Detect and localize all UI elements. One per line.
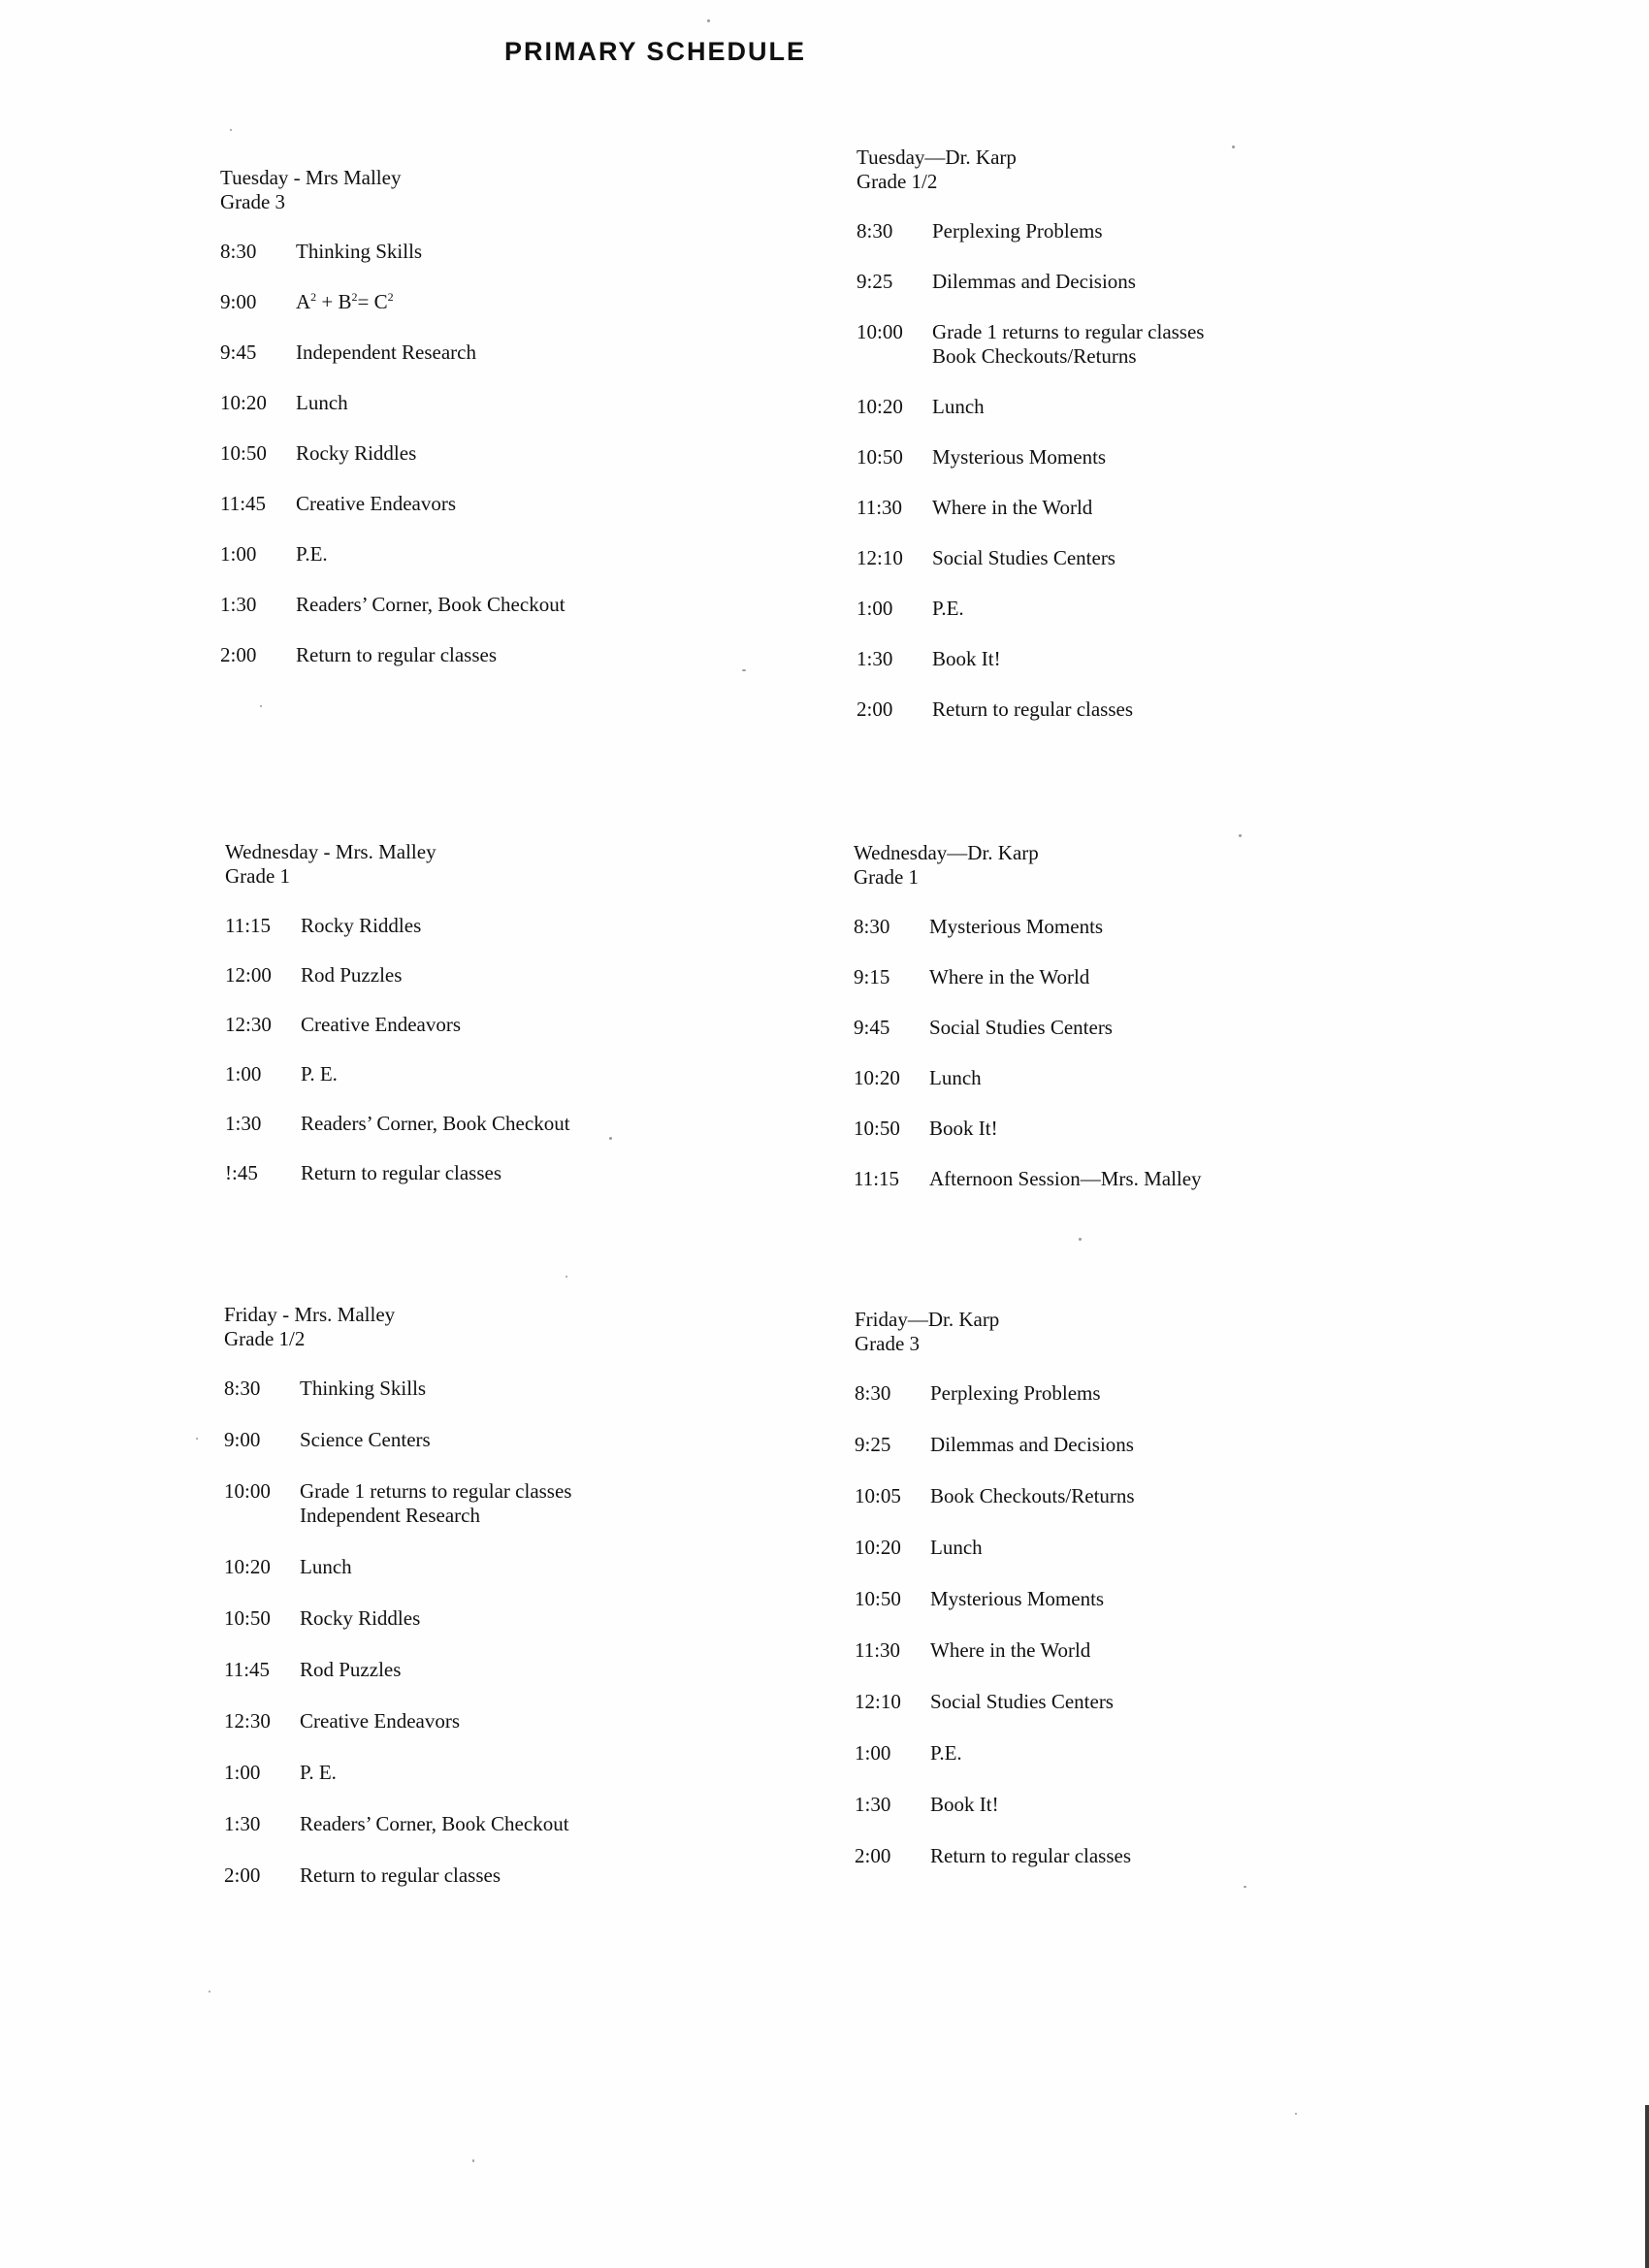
schedule-block-wednesday-malley (225, 840, 570, 1211)
activity-label: Dilemmas and Decisions (932, 270, 1136, 293)
schedule-row (857, 219, 1204, 243)
activity-label: Readers’ Corner, Book Checkout (300, 1812, 569, 1835)
activity-label: Creative Endeavors (300, 1709, 461, 1733)
grade-label: Grade 1/2 (857, 170, 938, 193)
schedule-row (225, 914, 570, 938)
schedule-row (225, 1112, 570, 1136)
schedule-row (224, 1658, 571, 1682)
activity-label: Where in the World (930, 1638, 1091, 1662)
activity-label: Book It! (929, 1117, 998, 1140)
time-label: 11:30 (857, 496, 903, 519)
activity-label: Rocky Riddles (301, 914, 422, 937)
activity (296, 542, 328, 567)
block-header (857, 146, 1204, 194)
schedule-row (855, 1741, 1135, 1766)
activity (930, 1844, 1131, 1868)
time-label: 10:20 (220, 391, 267, 414)
activity (930, 1638, 1090, 1663)
activity-label: Rod Puzzles (300, 1658, 402, 1681)
time-label: 12:00 (225, 963, 272, 987)
activity-label: Thinking Skills (300, 1377, 427, 1400)
schedule-row (855, 1381, 1135, 1406)
activity-label: Mysterious Moments (930, 1587, 1105, 1610)
activity-label: Science Centers (300, 1428, 431, 1451)
schedule-row (220, 593, 566, 617)
activity-label: Lunch (930, 1536, 983, 1559)
activity-label: Rod Puzzles (301, 963, 403, 987)
activity (301, 963, 402, 988)
time-label: 2:00 (857, 697, 893, 721)
schedule-row (220, 492, 566, 516)
block-header (220, 166, 566, 214)
schedule-block-tuesday-malley (220, 166, 566, 694)
schedule-row (220, 340, 566, 365)
activity-label: Return to regular classes (300, 1863, 501, 1887)
time-label: 10:50 (854, 1117, 900, 1140)
block-header (225, 840, 570, 889)
schedule-row (220, 643, 566, 667)
activity (296, 240, 422, 264)
activity-label: Readers’ Corner, Book Checkout (296, 593, 566, 616)
schedule-row (225, 963, 570, 988)
activity (932, 395, 985, 419)
time-label: 1:30 (225, 1112, 262, 1135)
grade-label: Grade 1 (854, 865, 920, 889)
schedule-block-wednesday-karp (854, 841, 1202, 1217)
activity (932, 647, 1001, 671)
activity (932, 546, 1116, 570)
time-label: 9:15 (854, 965, 890, 988)
day-teacher-label: Friday - Mrs. Malley (224, 1303, 396, 1326)
activity-label: P. E. (300, 1761, 337, 1784)
schedule-row (857, 697, 1204, 722)
activity-label: Readers’ Corner, Book Checkout (301, 1112, 570, 1135)
activity (296, 391, 348, 415)
activity (300, 1658, 401, 1682)
schedule-row (855, 1844, 1135, 1868)
activity (300, 1709, 460, 1733)
time-label: 11:45 (224, 1658, 271, 1681)
activity-label: Mysterious Moments (929, 915, 1104, 938)
day-teacher-label: Friday—Dr. Karp (855, 1308, 1000, 1331)
schedule-row (854, 965, 1202, 989)
schedule-row (225, 1062, 570, 1086)
activity-label: Return to regular classes (932, 697, 1134, 721)
activity-label: Independent Research (300, 1504, 480, 1527)
activity-label: Independent Research (296, 340, 476, 364)
time-label: 2:00 (224, 1863, 261, 1887)
page-title: PRIMARY SCHEDULE (504, 37, 807, 66)
grade-label: Grade 1/2 (224, 1327, 306, 1350)
schedule-row (220, 542, 566, 567)
activity (930, 1741, 962, 1766)
formula-variable: A (296, 290, 311, 313)
activity-label: Return to regular classes (301, 1161, 502, 1184)
schedule-row (224, 1428, 571, 1452)
activity-label: P. E. (301, 1062, 338, 1085)
time-label: 10:05 (855, 1484, 901, 1507)
scan-speck (609, 1137, 612, 1140)
activity (301, 1013, 461, 1037)
schedule-block-tuesday-karp (857, 146, 1204, 748)
activity (930, 1433, 1134, 1457)
time-label: 1:30 (224, 1812, 261, 1835)
time-label: 10:20 (857, 395, 903, 418)
activity-label: Social Studies Centers (930, 1690, 1114, 1713)
time-label: 11:15 (854, 1167, 900, 1190)
schedule-row (854, 1016, 1202, 1040)
activity-label: Book It! (932, 647, 1001, 670)
formula-exponent: 2 (387, 290, 394, 304)
block-header (854, 841, 1202, 890)
time-label: 11:15 (225, 914, 272, 937)
time-label: 8:30 (854, 915, 890, 938)
formula-exponent: 2 (310, 290, 317, 304)
scan-speck (260, 705, 262, 707)
time-label: 1:30 (220, 593, 257, 616)
activity (296, 441, 416, 466)
activity (929, 1016, 1113, 1040)
scan-speck (196, 1438, 198, 1440)
time-label: 1:00 (220, 542, 257, 566)
schedule-row (855, 1793, 1135, 1817)
time-label: 2:00 (220, 643, 257, 666)
activity-label: Social Studies Centers (932, 546, 1116, 569)
time-label: 11:30 (855, 1638, 901, 1662)
formula-variable: B (338, 290, 352, 313)
schedule-row (220, 240, 566, 264)
activity-label: Where in the World (932, 496, 1093, 519)
time-label: 12:10 (857, 546, 903, 569)
activity (932, 270, 1136, 294)
activity-label: Perplexing Problems (932, 219, 1103, 243)
activity (300, 1428, 431, 1452)
activity (932, 496, 1092, 520)
activity-label: P.E. (296, 542, 328, 566)
time-label: 1:30 (855, 1793, 891, 1816)
activity-label: Dilemmas and Decisions (930, 1433, 1134, 1456)
scan-speck (472, 2159, 474, 2162)
time-label: 10:50 (220, 441, 267, 465)
schedule-row (857, 546, 1204, 570)
formula-variable: C (373, 290, 388, 313)
time-label: 9:45 (220, 340, 257, 364)
activity (929, 1117, 998, 1141)
schedule-row (224, 1555, 571, 1579)
activity (300, 1555, 352, 1579)
schedule-row (857, 445, 1204, 470)
schedule-row (224, 1606, 571, 1631)
grade-label: Grade 3 (855, 1332, 921, 1355)
activity (301, 914, 421, 938)
schedule-row (854, 1167, 1202, 1191)
activity (296, 593, 566, 617)
activity (296, 643, 497, 667)
time-label: 9:00 (220, 290, 257, 313)
activity (930, 1690, 1114, 1714)
activity (929, 1066, 982, 1090)
time-label: 1:00 (224, 1761, 261, 1784)
formula-exponent: 2 (351, 290, 358, 304)
scan-speck (1244, 1886, 1246, 1888)
activity (296, 340, 476, 365)
schedule-row (857, 496, 1204, 520)
time-label: 10:00 (224, 1479, 271, 1503)
time-label: 1:30 (857, 647, 893, 670)
activity (301, 1112, 570, 1136)
time-label: 10:20 (224, 1555, 271, 1578)
activity-label: Where in the World (929, 965, 1090, 988)
schedule-row (224, 1377, 571, 1401)
activity (929, 1167, 1202, 1191)
time-label: 8:30 (224, 1377, 261, 1400)
activity (929, 965, 1089, 989)
time-label: 1:00 (855, 1741, 891, 1765)
scan-speck (566, 1276, 567, 1278)
schedule-row (855, 1690, 1135, 1714)
activity-label: Return to regular classes (296, 643, 498, 666)
time-label: 9:25 (855, 1433, 891, 1456)
time-label: 8:30 (855, 1381, 891, 1405)
time-label: 8:30 (857, 219, 893, 243)
time-label: 2:00 (855, 1844, 891, 1867)
time-label: 10:20 (855, 1536, 901, 1559)
activity-label: Book Checkouts/Returns (930, 1484, 1135, 1507)
scan-speck (742, 669, 746, 671)
day-teacher-label: Tuesday—Dr. Karp (857, 146, 1017, 169)
schedule-row (855, 1484, 1135, 1508)
activity (296, 290, 394, 314)
activity-label: Rocky Riddles (300, 1606, 421, 1630)
activity (300, 1479, 571, 1528)
activity-label: Lunch (932, 395, 985, 418)
activity-label: P.E. (932, 597, 964, 620)
activity (930, 1536, 983, 1560)
schedule-row (220, 391, 566, 415)
activity-label: P.E. (930, 1741, 962, 1765)
activity (932, 320, 1204, 369)
schedule-row (224, 1863, 571, 1888)
schedule-row (854, 1066, 1202, 1090)
activity-label: Thinking Skills (296, 240, 423, 263)
activity (301, 1161, 501, 1185)
time-label: 12:10 (855, 1690, 901, 1713)
scan-speck (1239, 834, 1242, 837)
schedule-row (224, 1761, 571, 1785)
time-label: !:45 (225, 1161, 258, 1184)
schedule-row (224, 1479, 571, 1528)
schedule-row (225, 1161, 570, 1185)
schedule-row (855, 1638, 1135, 1663)
time-label: 12:30 (224, 1709, 271, 1733)
schedule-row (857, 597, 1204, 621)
time-label: 11:45 (220, 492, 267, 515)
activity-label: Mysterious Moments (932, 445, 1107, 469)
scan-speck (1079, 1238, 1082, 1241)
activity-label: Grade 1 returns to regular classes (932, 320, 1205, 343)
grade-label: Grade 3 (220, 190, 286, 213)
block-header (855, 1308, 1135, 1356)
schedule-row (225, 1013, 570, 1037)
schedule-row (857, 320, 1204, 369)
schedule-row (855, 1433, 1135, 1457)
time-label: 10:20 (854, 1066, 900, 1089)
scan-speck (1232, 146, 1235, 148)
time-label: 10:00 (857, 320, 903, 343)
grade-label: Grade 1 (225, 864, 291, 888)
schedule-row (854, 915, 1202, 939)
activity (930, 1484, 1135, 1508)
activity (930, 1793, 999, 1817)
day-teacher-label: Tuesday - Mrs Malley (220, 166, 402, 189)
time-label: 1:00 (225, 1062, 262, 1085)
activity-label: Book It! (930, 1793, 999, 1816)
schedule-row (855, 1536, 1135, 1560)
activity-label: Rocky Riddles (296, 441, 417, 465)
activity-label: Creative Endeavors (301, 1013, 462, 1036)
activity (932, 445, 1106, 470)
scan-speck (209, 1991, 210, 1993)
activity-label: Book Checkouts/Returns (932, 344, 1137, 368)
time-label: 8:30 (220, 240, 257, 263)
schedule-row (857, 647, 1204, 671)
time-label: 12:30 (225, 1013, 272, 1036)
activity-label: Afternoon Session—Mrs. Malley (929, 1167, 1202, 1190)
activity (930, 1587, 1104, 1611)
time-label: 10:50 (224, 1606, 271, 1630)
schedule-row (854, 1117, 1202, 1141)
activity-label: Perplexing Problems (930, 1381, 1101, 1405)
activity (300, 1377, 426, 1401)
time-label: 9:00 (224, 1428, 261, 1451)
day-teacher-label: Wednesday - Mrs. Malley (225, 840, 436, 863)
activity (932, 697, 1133, 722)
activity (930, 1381, 1101, 1406)
activity-label: Lunch (296, 391, 348, 414)
activity (300, 1812, 569, 1836)
activity (300, 1863, 501, 1888)
activity (929, 915, 1103, 939)
scan-speck (1295, 2113, 1297, 2115)
scan-edge-shadow (1645, 2105, 1649, 2268)
activity (932, 219, 1103, 243)
activity-label: Lunch (300, 1555, 352, 1578)
activity-label: Lunch (929, 1066, 982, 1089)
schedule-row (224, 1812, 571, 1836)
schedule-row (857, 270, 1204, 294)
time-label: 9:45 (854, 1016, 890, 1039)
schedule-block-friday-malley (224, 1303, 571, 1915)
activity-label: Creative Endeavors (296, 492, 457, 515)
time-label: 10:50 (857, 445, 903, 469)
activity-label: Grade 1 returns to regular classes (300, 1479, 572, 1503)
time-label: 1:00 (857, 597, 893, 620)
activity (932, 597, 964, 621)
activity (300, 1761, 337, 1785)
activity (296, 492, 456, 516)
block-header (224, 1303, 571, 1351)
schedule-row (855, 1587, 1135, 1611)
activity (301, 1062, 338, 1086)
schedule-row (224, 1709, 571, 1733)
schedule-row (220, 441, 566, 466)
scan-speck (707, 19, 710, 22)
schedule-block-friday-karp (855, 1308, 1135, 1895)
activity (300, 1606, 420, 1631)
schedule-row (220, 290, 566, 314)
activity-label: Return to regular classes (930, 1844, 1132, 1867)
time-label: 9:25 (857, 270, 893, 293)
activity-label: Social Studies Centers (929, 1016, 1113, 1039)
scan-speck (230, 129, 232, 131)
time-label: 10:50 (855, 1587, 901, 1610)
schedule-row (857, 395, 1204, 419)
pythagorean-formula: $A^2 + B^2= C^2$ (296, 290, 394, 313)
day-teacher-label: Wednesday—Dr. Karp (854, 841, 1039, 864)
